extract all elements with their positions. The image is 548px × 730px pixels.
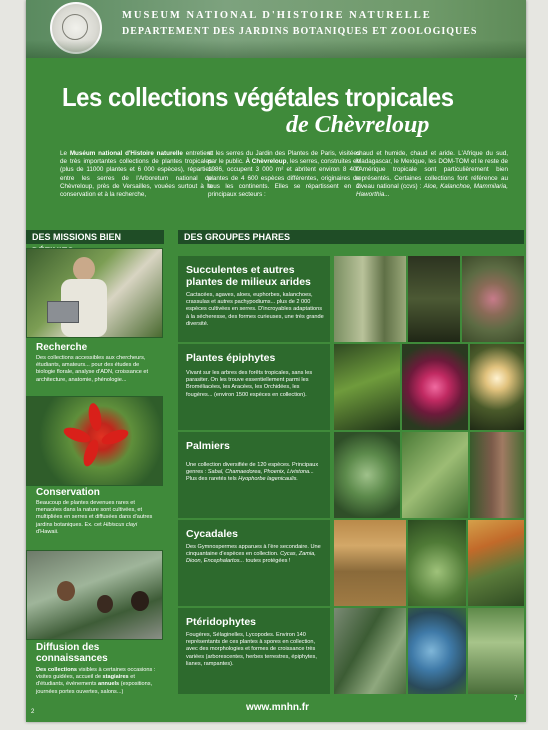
group-palms bbox=[178, 432, 524, 518]
group-cycads bbox=[178, 520, 524, 606]
intro-emphasis: À Chèvreloup bbox=[245, 158, 287, 166]
intro-column-1: Le Muséum national d'Histoire naturelle entretient de très importantes collections de plantes tropicales (plus de 11000 plantes et 6 000 espèces), réparties entre les serres de l'Arboretum national de Chèvreloup, près de Versailles, vouées surtout à la conservation et à la recherche, bbox=[60, 150, 212, 199]
group-title: Ptéridophytes bbox=[186, 616, 257, 628]
group-epiphytes bbox=[178, 344, 524, 430]
group-text-panel bbox=[178, 520, 330, 606]
mission-text-diffusion: Des collections visibles à certaines occasions : visites guidées, accueil de stagiaires et d'étudiants, événements annuels (expositions, journées portes ouvertes, salons...) bbox=[36, 667, 156, 695]
hibiscus-photo bbox=[26, 396, 163, 486]
pachypodium-photo bbox=[408, 256, 460, 342]
page-subtitle: de Chèvreloup bbox=[286, 112, 430, 138]
visitors-photo bbox=[26, 550, 163, 640]
tree-fern-photo bbox=[334, 608, 406, 694]
mission-text-conservation: Beaucoup de plantes devenues rares et menacées dans la nature sont cultivées, et multipliées en serres et diffusées dans d'autres jardins botaniques. Ex. cet Hibiscus clayi d'Hawaii. bbox=[36, 500, 153, 535]
research-photo bbox=[26, 248, 163, 338]
page-title: Les collections végétales tropicales bbox=[62, 82, 454, 112]
mission-text-research: Des collections accessibles aux chercheurs, étudiants, amateurs... pour des études de biologie florale, analyse d'ADN, croissance et architecture, anatomie, phénologie... bbox=[36, 355, 149, 383]
intro-column-2: et les serres du Jardin des Plantes de Paris, visitées par le public. À Chèvreloup, les serres, construites en 1986, occupent 3 000 m² et abritent environ 8 400 plantes de 4 600 espèces différentes, originaires de tous les continents. Elles se répartissent en 2 principaux secteurs : bbox=[208, 150, 361, 199]
aloe-photo bbox=[462, 256, 524, 342]
group-title: Succulentes et autres plantes de milieux arides bbox=[186, 264, 311, 288]
intro-column-3: chaud et humide, chaud et aride. L'Afrique du sud, Madagascar, le Mexique, les DOM-TOM et le reste de l'Amérique tropicale sont particulièrement bien représentés. Certaines collections font référence au niveau national (ccvs) : Aloe, Kalanchoe, Mammilaria, Haworthia... bbox=[356, 150, 508, 199]
group-text-panel bbox=[178, 344, 330, 430]
succulent-photo bbox=[334, 256, 406, 342]
group-description: Vivant sur les arbres des forêts tropicales, sans les parasiter. On les trouve essentiellement parmi les Broméliacées, les Aracées, les Orchidées, les fougères... (environ 1500 espèces en collection). bbox=[186, 370, 313, 398]
corner-mark-left: 2 bbox=[31, 709, 35, 715]
intro-emphasis: Muséum national d'Histoire naturelle bbox=[69, 150, 183, 157]
mission-title-conservation: Conservation bbox=[36, 487, 100, 498]
header-banner bbox=[26, 0, 526, 58]
department-name: DEPARTEMENT DES JARDINS BOTANIQUES ET ZOOLOGIQUES bbox=[122, 26, 478, 37]
cycas-photo bbox=[408, 520, 466, 606]
fan-palm-photo bbox=[334, 432, 400, 518]
selaginella-photo bbox=[408, 608, 466, 694]
mission-title-diffusion: Diffusion des connaissances bbox=[36, 642, 108, 664]
fern-photo bbox=[468, 608, 524, 694]
orchid-photo bbox=[470, 344, 524, 430]
bromeliad-photo bbox=[334, 344, 400, 430]
groups-heading: DES GROUPES PHARES bbox=[178, 230, 524, 244]
poster bbox=[26, 0, 526, 722]
website-url: www.mnhn.fr bbox=[246, 702, 309, 713]
group-title: Cycadales bbox=[186, 528, 238, 540]
palm-trunk-photo bbox=[470, 432, 524, 518]
encephalartos-photo bbox=[468, 520, 524, 606]
group-succulents bbox=[178, 256, 524, 342]
group-title: Palmiers bbox=[186, 440, 230, 452]
group-description: Une collection diversifiée de 120 espèces. Principaux genres : Sabal, Chamaedorea, Phoenix, Livistona... Plus des raretés tels Hyophorbe lagenicaulis. bbox=[186, 462, 319, 483]
tillandsia-photo bbox=[402, 344, 468, 430]
cycad-cone-photo bbox=[334, 520, 406, 606]
corner-mark-right: 7 bbox=[514, 696, 518, 702]
group-text-panel bbox=[178, 608, 330, 694]
missions-heading: DES MISSIONS BIEN bbox=[26, 230, 164, 244]
museum-name: MUSEUM NATIONAL D'HISTOIRE NATURELLE bbox=[122, 10, 432, 21]
palm-leaf-photo bbox=[402, 432, 468, 518]
museum-seal-logo bbox=[50, 2, 102, 54]
group-title: Plantes épiphytes bbox=[186, 352, 276, 364]
group-description: Fougères, Sélaginelles, Lycopodes. Environ 140 représentants de ces plantes à spores en collection, avec des morphologies et formes de croissance très variées (arborescentes, herbes terrestres, épiphytes, lianes, rampantes). bbox=[186, 632, 317, 667]
group-description: Des Gymnospermes apparues à l'ère secondaire. Une cinquantaine d'espèces en collection. Cycas, Zamia, Dioon, Encephalartos... toutes protégées ! bbox=[186, 544, 321, 565]
group-text-panel bbox=[178, 256, 330, 342]
group-text-panel bbox=[178, 432, 330, 518]
mission-title-research: Recherche bbox=[36, 342, 88, 353]
title-band bbox=[26, 72, 526, 146]
group-description: Cactacées, agaves, aloes, euphorbes, kalanchoes, crassulas et autres pachypodiums... plus de 2 000 espèces cultivées en serres. D'incroyables adaptations à la sécheresse, des formes curieuses, une très grande diversité. bbox=[186, 292, 324, 327]
group-pteridophytes bbox=[178, 608, 524, 694]
